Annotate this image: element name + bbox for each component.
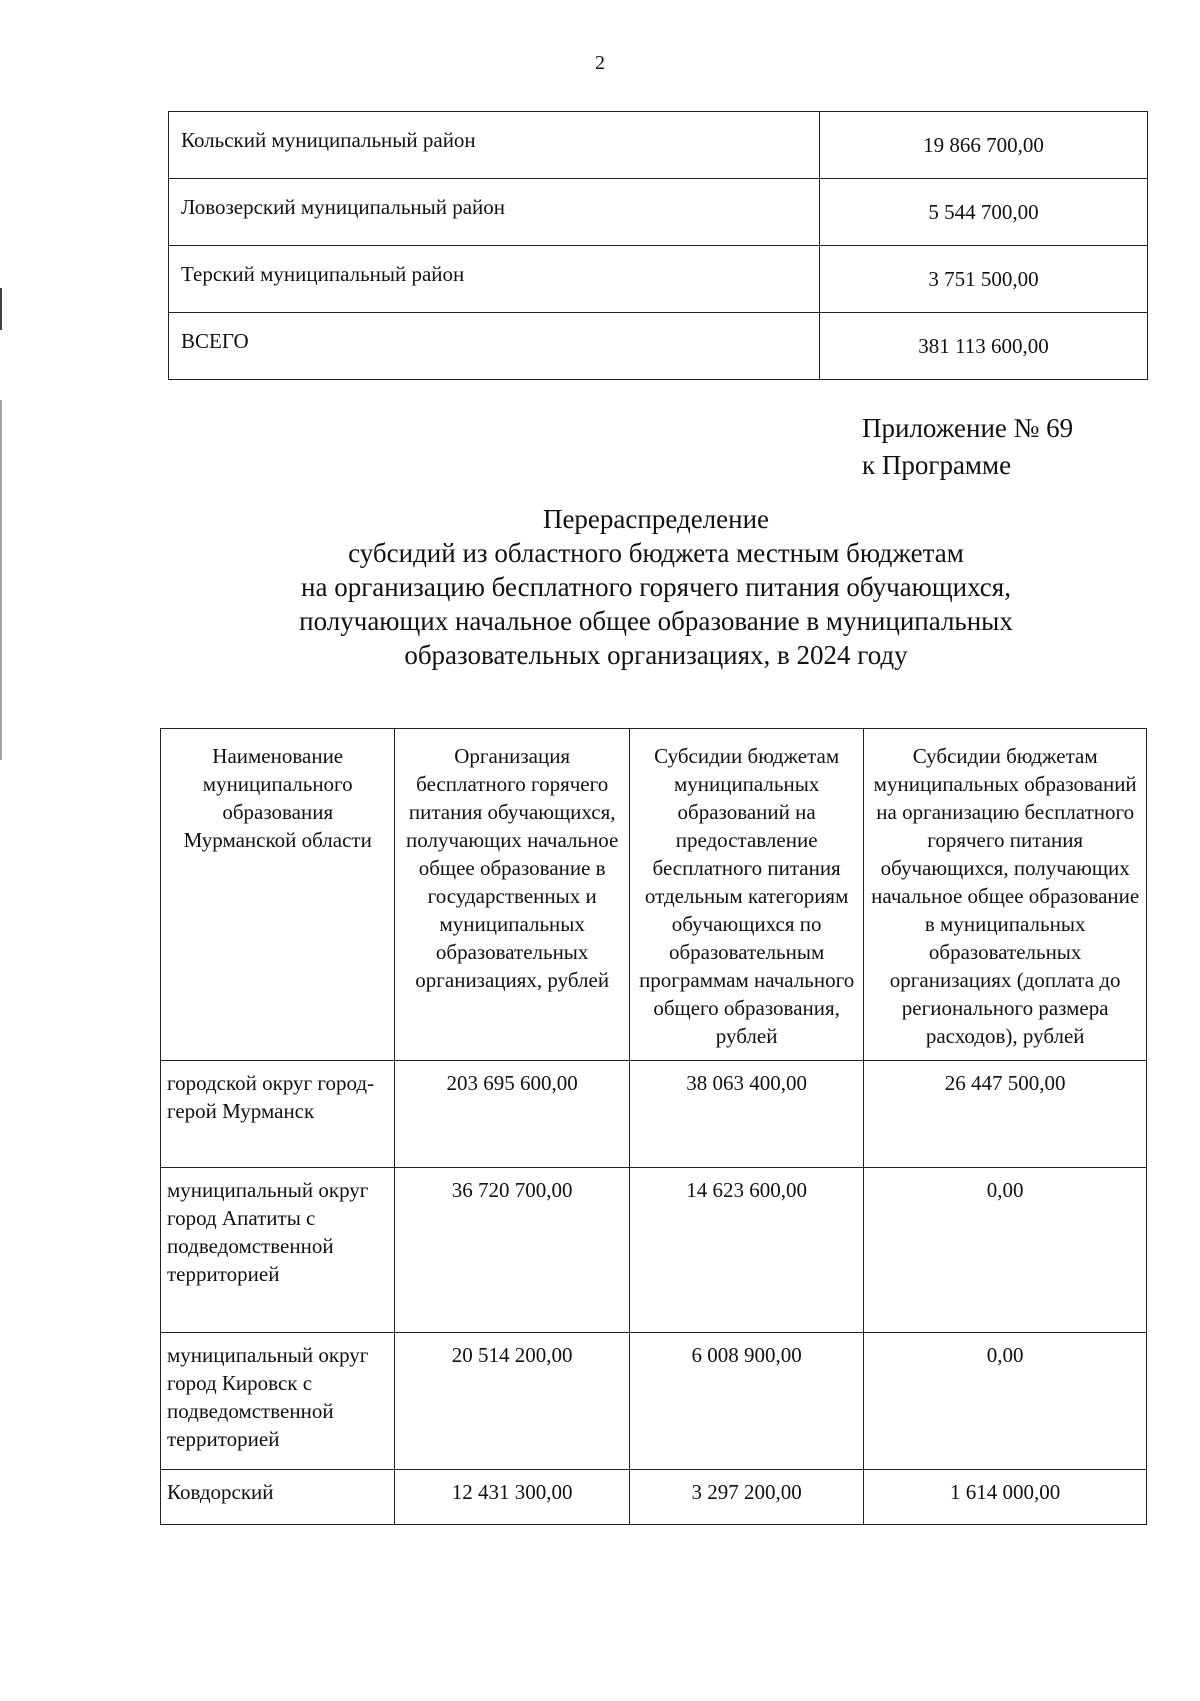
appendix-label — [862, 410, 1073, 484]
title-line: субсидий из областного бюджета местным бюджетам — [348, 538, 964, 568]
column-header-free-meals-categories: Субсидии бюджетам муниципальных образований на предоставление бесплатного питания отдельным категориям обучающихся по образовательным программам начального общего образования, рублей — [629, 729, 863, 1061]
surcharge-value: 0,00 — [864, 1168, 1147, 1333]
free-meals-value: 14 623 600,00 — [629, 1168, 863, 1333]
table-row — [169, 112, 1148, 179]
hot-meals-value: 203 695 600,00 — [395, 1061, 629, 1168]
free-meals-value: 3 297 200,00 — [629, 1470, 863, 1525]
table-row — [169, 179, 1148, 246]
municipality-name: городской округ город-герой Мурманск — [161, 1061, 395, 1168]
column-header-municipality: Наименование муниципального образования Мурманской области — [161, 729, 395, 1061]
free-meals-value: 38 063 400,00 — [629, 1061, 863, 1168]
municipality-name: Ловозерский муниципальный район — [169, 179, 820, 246]
appendix-reference: к Программе — [862, 450, 1012, 480]
total-label: ВСЕГО — [169, 313, 820, 380]
table-row — [169, 246, 1148, 313]
column-header-hot-meals: Организация бесплатного горячего питания обучающихся, получающих начальное общее образование в государственных и муниципальных образовательных организациях, рублей — [395, 729, 629, 1061]
table-row — [161, 1470, 1147, 1525]
surcharge-value: 26 447 500,00 — [864, 1061, 1147, 1168]
surcharge-value: 1 614 000,00 — [864, 1470, 1147, 1525]
header-row — [161, 729, 1147, 1061]
title-line: образовательных организациях, в 2024 году — [404, 640, 908, 670]
municipality-name: Кольский муниципальный район — [169, 112, 820, 179]
title-line: на организацию бесплатного горячего питания обучающихся, — [301, 572, 1011, 602]
municipality-name: муниципальный округ город Апатиты с подведомственной территорией — [161, 1168, 395, 1333]
free-meals-value: 6 008 900,00 — [629, 1333, 863, 1470]
total-row — [169, 313, 1148, 380]
municipality-name: Терский муниципальный район — [169, 246, 820, 313]
scan-edge-mark — [0, 288, 2, 330]
title-line: Перераспределение — [542, 504, 770, 534]
table-row — [161, 1333, 1147, 1470]
table-row — [161, 1061, 1147, 1168]
appendix-number: Приложение № 69 — [862, 413, 1074, 443]
continuation-table — [168, 111, 1148, 380]
document-title — [0, 502, 1200, 672]
municipality-name: Ковдорский — [161, 1470, 395, 1525]
subsidy-table — [160, 728, 1147, 1525]
municipality-name: муниципальный округ город Кировск с подведомственной территорией — [161, 1333, 395, 1470]
amount-value: 19 866 700,00 — [820, 112, 1148, 179]
amount-value: 5 544 700,00 — [820, 179, 1148, 246]
amount-value: 3 751 500,00 — [820, 246, 1148, 313]
table-row — [161, 1168, 1147, 1333]
hot-meals-value: 12 431 300,00 — [395, 1470, 629, 1525]
page-number: 2 — [595, 52, 605, 74]
column-header-surcharge: Субсидии бюджетам муниципальных образований на организацию бесплатного горячего питания обучающихся, получающих начальное общее образование в муниципальных образовательных организациях (доплата до регионального размера расходов), рублей — [864, 729, 1147, 1061]
total-value: 381 113 600,00 — [820, 313, 1148, 380]
hot-meals-value: 36 720 700,00 — [395, 1168, 629, 1333]
surcharge-value: 0,00 — [864, 1333, 1147, 1470]
hot-meals-value: 20 514 200,00 — [395, 1333, 629, 1470]
title-line: получающих начальное общее образование в муниципальных — [299, 606, 1013, 636]
